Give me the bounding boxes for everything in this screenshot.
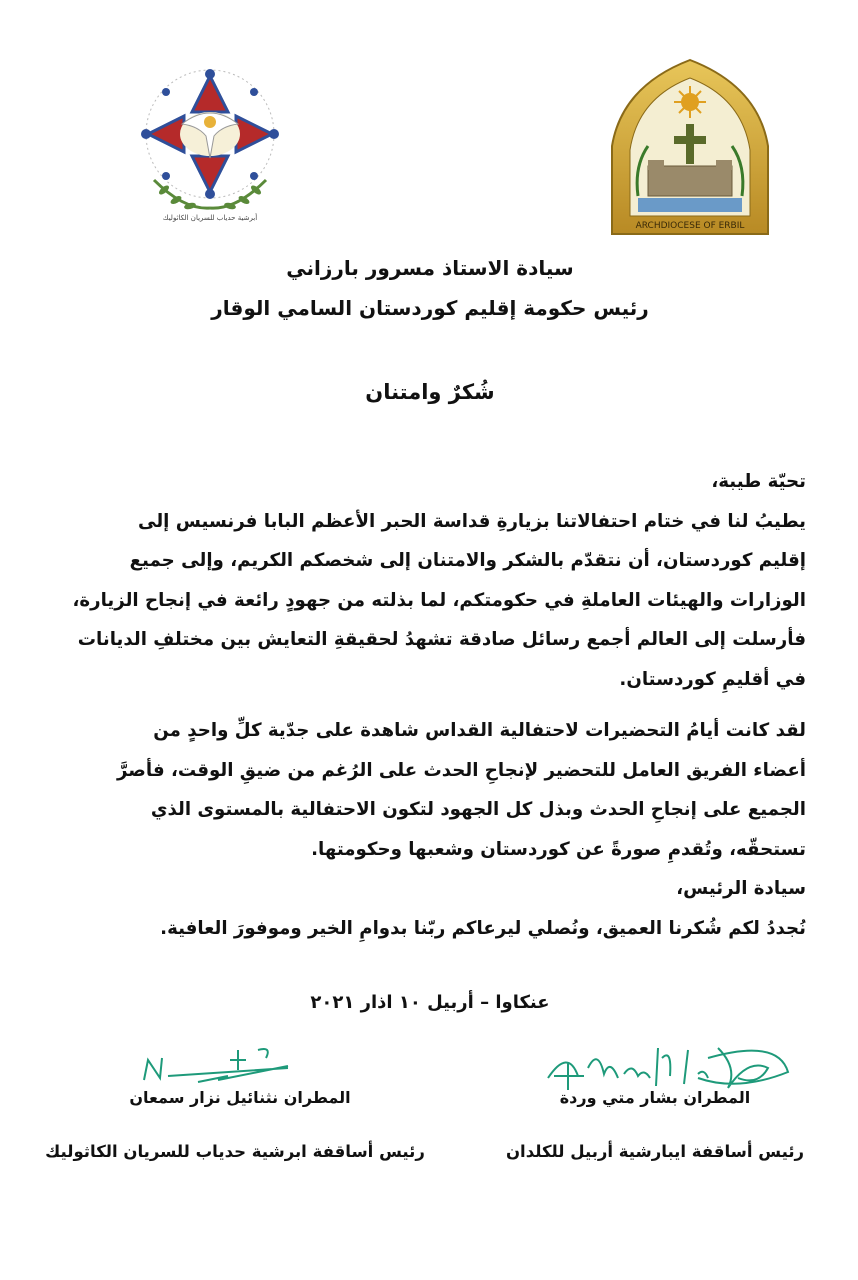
body-line: الوزارات والهيئات العاملةِ في حكومتكم، لما بذلته من جهودٍ رائعة في إنجاح الزيارة، xyxy=(72,589,806,611)
signatory-left-name: المطران نثنائيل نزار سمعان xyxy=(129,1088,351,1107)
greeting: تحيّة طيبة، xyxy=(711,471,806,492)
letter-date: عنكاوا – أربيل ١٠ اذار ٢٠٢١ xyxy=(310,992,550,1013)
letter-body xyxy=(46,462,806,948)
body-line: في أقليمِ كوردستان. xyxy=(619,668,806,690)
syriac-catholic-emblem-icon xyxy=(134,62,286,222)
signatory-right-title: رئيس أساقفة ايبارشية أربيل للكلدان xyxy=(505,1142,805,1161)
addressee-name: سيادة الاستاذ مسرور بارزاني xyxy=(286,256,574,280)
body-line: فأرسلت إلى العالم أجمع رسائل صادقة تشهدُ لحقيقةِ التعايش بين مختلفِ الديانات xyxy=(77,629,806,650)
closing-line: نُجددُ لكم شُكرنا العميق، ونُصلي ليرعاكم ربّنا بدوامِ الخير وموفورَ العافية. xyxy=(160,917,806,939)
body-line: أعضاء الفريق العامل للتحضير لإنجاحِ الحدث على الرُغم من ضيقِ الوقت، فأصرَّ xyxy=(116,759,806,781)
signatory-right-name: المطران بشار متي وردة xyxy=(559,1088,751,1107)
body-line: يطيبُ لنا في ختام احتفالاتنا بزيارةِ قداسة الحبر الأعظم البابا فرنسيس إلى xyxy=(137,510,806,532)
right-logo-text: ARCHDIOCESE OF ERBIL xyxy=(635,221,745,231)
chaldean-archdiocese-seal-icon xyxy=(608,56,772,238)
body-line: الجميع على إنجاحِ الحدث وبذل كل الجهود لتكون الاحتفالية بالمستوى الذي xyxy=(150,799,806,820)
signature-left-icon xyxy=(138,1040,308,1090)
body-line: إقليم كوردستان، أن نتقدّم بالشكر والامتنان إلى شخصكم الكريم، وإلى جميع xyxy=(129,550,806,571)
addressee-title: رئيس حكومة إقليم كوردستان السامي الوقار xyxy=(211,296,649,320)
letter-subject: شُكرٌ وامتنان xyxy=(365,380,495,404)
signatory-left-title: رئيس أساقفة ابرشية حدياب للسريان الكاثوليك xyxy=(45,1142,425,1161)
body-line: تستحقّه، وتُقدمِ صورةً عن كوردستان وشعبها وحكومتها. xyxy=(311,838,806,860)
left-logo-caption: أبرشية حدياب للسريان الكاثوليك xyxy=(162,214,258,222)
salutation: سيادة الرئيس، xyxy=(676,878,806,899)
body-line: لقد كانت أيامُ التحضيرات لاحتفالية القداس شاهدة على جدّية كلِّ واحدٍ من xyxy=(153,720,806,741)
